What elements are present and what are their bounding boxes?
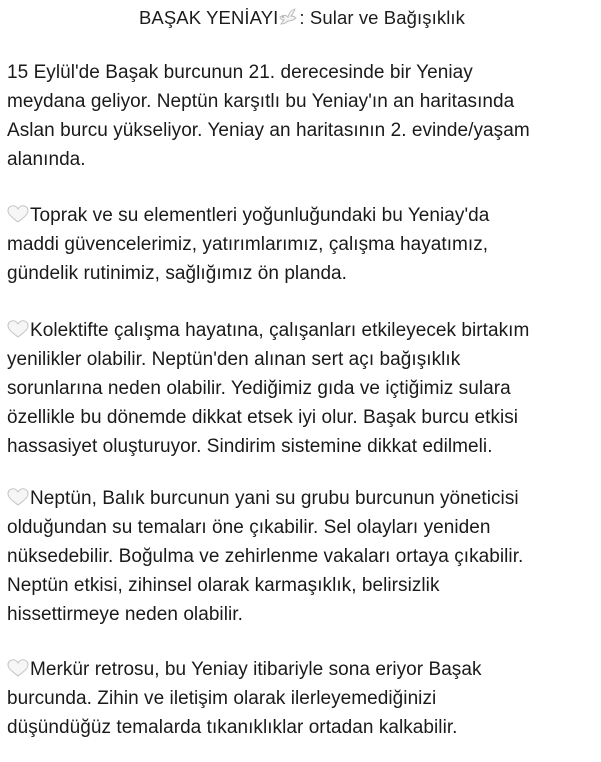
text-line: özellikle bu dönemde dikkat etsek iyi olur. Başak burcu etkisi [7, 407, 519, 428]
line-text: Kolektifte çalışma hayatına, çalışanları etkileyecek birtakım [30, 320, 530, 341]
text-line: düşündüğüz temalarda tıkanıklıklar ortadan kalkabilir. [7, 717, 458, 738]
title-prefix: BAŞAK YENİAYI [138, 7, 279, 28]
page-title [7, 0, 597, 37]
text-line: gündelik rutinimiz, sağlığımız ön planda. [7, 263, 348, 284]
text-line: meydana geliyor. Neptün karşıtlı bu Yeniay'ın an haritasında [7, 91, 515, 112]
text-line: nüksedebilir. Boğulma ve zehirlenme vakaları ortaya çıkabilir. [7, 546, 524, 567]
text-line: alanında. [7, 149, 86, 170]
title-suffix: : Sular ve Bağışıklık [299, 7, 466, 28]
paragraph-collective [7, 316, 529, 461]
text-line [7, 201, 489, 230]
white-heart-icon [7, 486, 29, 504]
dove-icon [278, 8, 298, 31]
text-line: olduğundan su temaları öne çıkabilir. Sel olayları yeniden [7, 517, 491, 538]
text-line: sorunlarına neden olabilir. Yediğimiz gıda ve içtiğimiz sulara [7, 378, 511, 399]
text-line: 15 Eylül'de Başak burcunun 21. derecesinde bir Yeniay [7, 62, 473, 83]
paragraph-intro [7, 58, 530, 174]
line-text: Merkür retrosu, bu Yeniay itibariyle sona eriyor Başak [30, 659, 482, 680]
document [7, 0, 597, 738]
text-line [7, 655, 482, 684]
paragraph-elements [7, 201, 489, 288]
text-line: hassasiyet oluşturuyor. Sindirim sistemine dikkat edilmeli. [7, 436, 493, 457]
white-heart-icon [7, 203, 29, 221]
line-text: Neptün, Balık burcunun yani su grubu burcunun yöneticisi [30, 488, 519, 509]
text-line: burcunda. Zihin ve iletişim olarak ilerleyemediğinizi [7, 688, 437, 709]
text-line [7, 484, 523, 513]
white-heart-icon [7, 318, 29, 336]
text-line: Neptün etkisi, zihinsel olarak karmaşıklık, belirsizlik [7, 575, 440, 596]
text-line [7, 316, 529, 345]
text-line: hissettirmeye neden olabilir. [7, 604, 243, 625]
paragraph-neptune [7, 484, 523, 629]
white-heart-icon [7, 657, 29, 675]
text-line: maddi güvencelerimiz, yatırımlarımız, çalışma hayatımız, [7, 234, 489, 255]
text-line: Aslan burcu yükseliyor. Yeniay an haritasının 2. evinde/yaşam [7, 120, 530, 141]
line-text: Toprak ve su elementleri yoğunluğundaki bu Yeniay'da [30, 205, 490, 226]
text-line: yenilikler olabilir. Neptün'den alınan sert açı bağışıklık [7, 349, 461, 370]
paragraph-mercury [7, 655, 482, 742]
